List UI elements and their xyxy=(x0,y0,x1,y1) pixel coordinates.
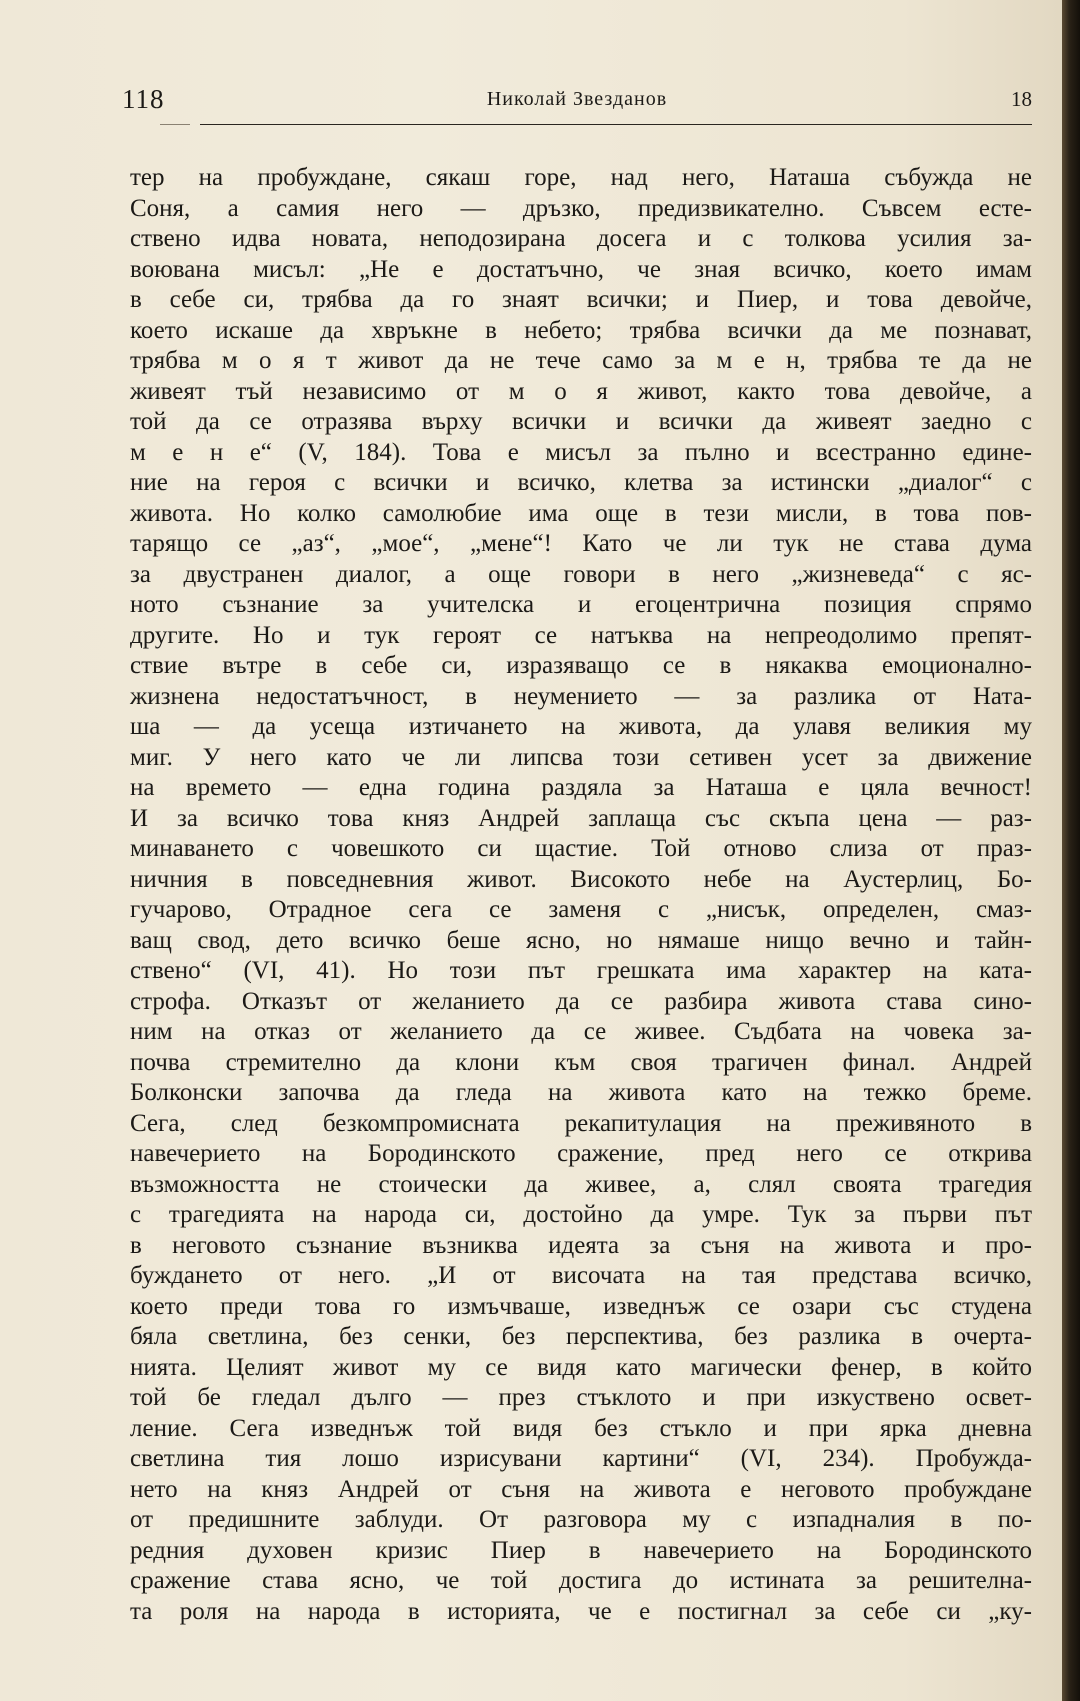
text-line: Болконски започва да гледа на живота като на тежко бреме. xyxy=(130,1079,1032,1106)
text-line: редния духовен кризис Пиер в навечерието на Бородинското xyxy=(130,1536,1032,1564)
book-binding-edge xyxy=(1062,0,1080,1701)
text-line: възможността не стоически да живее, а, слял своята трагедия xyxy=(130,1170,1032,1198)
text-line: ващ свод, дето всичко беше ясно, но нямаше нищо вечно и тайн- xyxy=(130,926,1032,954)
text-line: Сега, след безкомпромисната рекапитулация на преживяното в xyxy=(130,1109,1032,1137)
text-line: светлина тия лошо изрисувани картини“ (VI, 234). Пробужда- xyxy=(130,1445,1032,1472)
text-line: почва стремително да клони към своя трагичен финал. Андрей xyxy=(130,1048,1032,1076)
note-number: 18 xyxy=(1011,87,1032,111)
text-line: тарящо се „аз“, „мое“, „мене“! Като че ли тук не става дума xyxy=(130,530,1032,557)
text-line: той да се отразява върху всички и всички да живеят заедно с xyxy=(130,408,1032,435)
text-line: И за всичко това княз Андрей заплаща със скъпа цена — раз- xyxy=(130,804,1032,832)
text-line: ша — да усеща изтичането на живота, да улавя великия му xyxy=(130,713,1032,740)
text-line: нето на княз Андрей от съня на живота е неговото пробуждане xyxy=(130,1475,1032,1503)
text-line: трябва м о я т живот да не тече само за м е н, трябва те да не xyxy=(130,347,1032,374)
text-line: гучарово, Отрадное сега се заменя с „нисък, определен, смаз- xyxy=(130,896,1032,923)
text-line: живота. Но колко самолюбие има още в тези мисли, в това пов- xyxy=(130,499,1032,527)
text-line: буждането от него. „И от височата на тая представа всичко, xyxy=(130,1262,1032,1289)
text-line: Соня, а самия него — дръзко, предизвикателно. Съвсем есте- xyxy=(130,194,1032,222)
text-line: жизнена недостатъчност, в неумението — за разлика от Ната- xyxy=(130,682,1032,710)
header-rule xyxy=(200,124,1032,125)
text-line: воювана мисъл: „Не е достатъчно, че зная всичко, което имам xyxy=(130,255,1032,283)
text-line: ление. Сега изведнъж той видя без стъкло и при ярка дневна xyxy=(130,1414,1032,1442)
text-line: миг. У него като че ли липсва този сетивен усет за движение xyxy=(130,743,1032,771)
text-line: бяла светлина, без сенки, без перспектива, без разлика в очерта- xyxy=(130,1323,1032,1350)
body-text xyxy=(130,163,1032,1627)
page-number: 118 xyxy=(122,84,165,114)
text-line: ното съзнание за учителска и егоцентрична позиция спрямо xyxy=(130,591,1032,618)
text-line: в себе си, трябва да го знаят всички; и Пиер, и това девойче, xyxy=(130,286,1032,313)
text-line: на времето — една година раздяла за Наташа е цяла вечност! xyxy=(130,774,1032,801)
text-line: минаването с човешкото си щастие. Той отново слиза от праз- xyxy=(130,835,1032,862)
text-line: ствено“ (VI, 41). Но този път грешката има характер на ката- xyxy=(130,957,1032,984)
text-line: ничния в повседневния живот. Високото небе на Аустерлиц, Бо- xyxy=(130,865,1032,893)
text-line: строфа. Отказът от желанието да се разбира живота става сино- xyxy=(130,987,1032,1015)
text-line: ние на героя с всички и всичко, клетва за истински „диалог“ с xyxy=(130,469,1032,496)
text-line: другите. Но и тук героят се натъква на непреодолимо препят- xyxy=(130,621,1032,649)
text-line: за двустранен диалог, а още говори в него „жизневеда“ с яс- xyxy=(130,560,1032,588)
running-head-author: Николай Звезданов xyxy=(486,88,668,110)
text-line: тер на пробуждане, сякаш горе, над него, Наташа събужда не xyxy=(130,164,1032,191)
text-line: ствено идва новата, неподозирана досега и с толкова усилия за- xyxy=(130,225,1032,252)
text-line: сражение става ясно, че той достига до истината за решителна- xyxy=(130,1567,1032,1594)
text-line: ним на отказ от желанието да се живее. Съдбата на човека за- xyxy=(130,1018,1032,1045)
text-line: нията. Целият живот му се видя като магически фенер, в който xyxy=(130,1353,1032,1381)
text-line: м е н е“ (V, 184). Това е мисъл за пълно и всестранно едине- xyxy=(130,438,1032,466)
text-line: в неговото съзнание възниква идеята за съня на живота и про- xyxy=(130,1231,1032,1259)
text-line: навечерието на Бородинското сражение, пред него се открива xyxy=(130,1140,1032,1167)
text-line: та роля на народа в историята, че е постигнал за себе си „ку- xyxy=(130,1597,1032,1625)
text-line: което преди това го измъчваше, изведнъж се озари със студена xyxy=(130,1292,1032,1320)
text-line: от предишните заблуди. От разговора му с изпадналия в по- xyxy=(130,1506,1032,1533)
header-rule-short xyxy=(160,124,190,125)
text-line: той бе гледал дълго — през стъклото и при изкуствено освет- xyxy=(130,1384,1032,1411)
text-line: с трагедията на народа си, достойно да умре. Тук за първи път xyxy=(130,1201,1032,1228)
text-line: живеят тъй независимо от м о я живот, както това девойче, а xyxy=(130,377,1032,405)
page-header xyxy=(122,84,1032,124)
text-line: ствие вътре в себе си, изразяващо се в някаква емоционално- xyxy=(130,652,1032,679)
text-line: което искаше да хвръкне в небето; трябва всички да ме познават, xyxy=(130,316,1032,344)
